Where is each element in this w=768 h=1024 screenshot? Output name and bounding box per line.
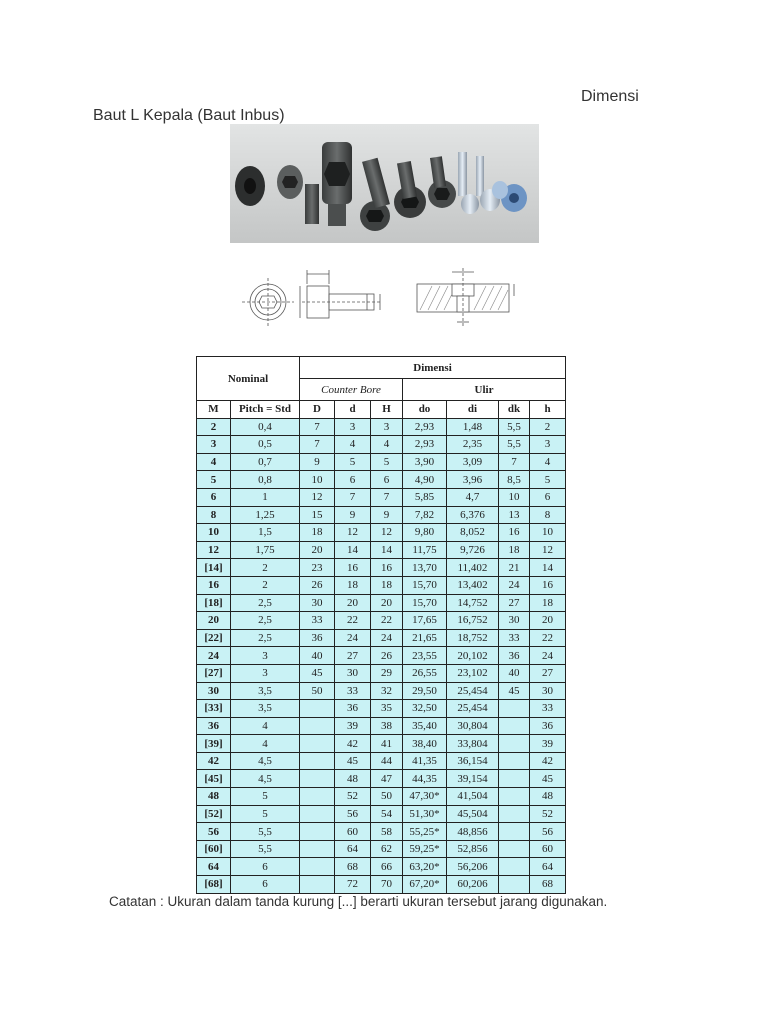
table-cell: 64 <box>335 840 371 858</box>
table-cell <box>499 770 530 788</box>
table-cell: [27] <box>197 664 231 682</box>
column-header: M <box>197 401 231 419</box>
column-header: do <box>403 401 447 419</box>
table-cell: 9 <box>300 453 335 471</box>
table-cell: 30,804 <box>447 717 499 735</box>
column-header: D <box>300 401 335 419</box>
table-cell: 20 <box>371 594 403 612</box>
table-cell: 3 <box>335 418 371 436</box>
table-cell: 20 <box>530 612 566 630</box>
table-cell: 40 <box>300 647 335 665</box>
table-cell: 4 <box>530 453 566 471</box>
table-cell: [39] <box>197 735 231 753</box>
table-cell: 23,55 <box>403 647 447 665</box>
table-row <box>197 876 566 894</box>
table-cell <box>300 717 335 735</box>
table-cell: 41,35 <box>403 752 447 770</box>
table-cell: 20,102 <box>447 647 499 665</box>
table-row <box>197 576 566 594</box>
table-cell: 40 <box>499 664 530 682</box>
table-cell <box>499 752 530 770</box>
table-cell: 39 <box>530 735 566 753</box>
table-cell: 18 <box>335 576 371 594</box>
table-cell: 14 <box>530 559 566 577</box>
table-cell: 2,5 <box>231 612 300 630</box>
table-cell: 26 <box>371 647 403 665</box>
table-cell: 24 <box>499 576 530 594</box>
table-cell: 6 <box>231 858 300 876</box>
table-cell: 14 <box>335 541 371 559</box>
table-cell: 2,5 <box>231 629 300 647</box>
table-cell: 7 <box>300 418 335 436</box>
table-cell: 5 <box>231 805 300 823</box>
table-cell: 48 <box>530 788 566 806</box>
table-cell: 8 <box>530 506 566 524</box>
table-cell <box>300 823 335 841</box>
table-cell: 4,5 <box>231 752 300 770</box>
table-cell: 63,20* <box>403 858 447 876</box>
column-header: Pitch = Std <box>231 401 300 419</box>
table-cell: 56 <box>335 805 371 823</box>
table-cell: 38,40 <box>403 735 447 753</box>
table-cell: 41 <box>371 735 403 753</box>
table-cell: 18 <box>499 541 530 559</box>
table-cell: 5,5 <box>499 436 530 454</box>
table-cell: 25,454 <box>447 700 499 718</box>
table-cell: 64 <box>197 858 231 876</box>
table-cell: 5,85 <box>403 488 447 506</box>
table-row <box>197 559 566 577</box>
table-cell: 12 <box>197 541 231 559</box>
table-cell: 52 <box>530 805 566 823</box>
table-cell: 22 <box>530 629 566 647</box>
table-cell: 68 <box>530 876 566 894</box>
column-header-row <box>197 401 566 419</box>
table-cell: 48 <box>197 788 231 806</box>
table-cell: 47 <box>371 770 403 788</box>
table-cell: 2,93 <box>403 436 447 454</box>
table-cell <box>499 840 530 858</box>
table-cell: 5,5 <box>499 418 530 436</box>
table-cell: 24 <box>335 629 371 647</box>
table-cell: 44,35 <box>403 770 447 788</box>
table-cell: 52,856 <box>447 840 499 858</box>
table-cell: 44 <box>371 752 403 770</box>
table-cell <box>300 788 335 806</box>
table-cell: [18] <box>197 594 231 612</box>
table-cell: 2,93 <box>403 418 447 436</box>
table-row <box>197 524 566 542</box>
table-cell: 30 <box>300 594 335 612</box>
dimension-table <box>196 356 566 894</box>
table-cell: 18,752 <box>447 629 499 647</box>
table-cell <box>499 735 530 753</box>
table-cell: [33] <box>197 700 231 718</box>
table-cell: 7,82 <box>403 506 447 524</box>
table-cell: 2 <box>197 418 231 436</box>
table-row <box>197 858 566 876</box>
table-cell: 67,20* <box>403 876 447 894</box>
column-header: di <box>447 401 499 419</box>
table-cell: 6 <box>231 876 300 894</box>
table-cell: 5 <box>197 471 231 489</box>
table-cell: 10 <box>499 488 530 506</box>
table-cell: 66 <box>371 858 403 876</box>
table-cell: 4 <box>335 436 371 454</box>
table-row <box>197 418 566 436</box>
table-cell: 3 <box>197 436 231 454</box>
table-cell: 9,726 <box>447 541 499 559</box>
table-cell: 33 <box>530 700 566 718</box>
table-cell <box>300 700 335 718</box>
table-cell: 2,5 <box>231 594 300 612</box>
table-cell: 4 <box>371 436 403 454</box>
table-cell: 14,752 <box>447 594 499 612</box>
table-cell: 0,7 <box>231 453 300 471</box>
table-cell: 9,80 <box>403 524 447 542</box>
table-cell: 42 <box>335 735 371 753</box>
table-cell: 25,454 <box>447 682 499 700</box>
table-cell: 7 <box>371 488 403 506</box>
table-cell: 56 <box>530 823 566 841</box>
table-cell: 50 <box>300 682 335 700</box>
table-cell: 13 <box>499 506 530 524</box>
table-cell <box>499 876 530 894</box>
table-cell: 41,504 <box>447 788 499 806</box>
table-cell: 11,402 <box>447 559 499 577</box>
table-row <box>197 840 566 858</box>
table-cell: 21 <box>499 559 530 577</box>
table-cell <box>499 823 530 841</box>
table-row <box>197 770 566 788</box>
table-cell: 16 <box>197 576 231 594</box>
page-title: Baut L Kepala (Baut Inbus) <box>93 107 285 124</box>
table-cell <box>300 735 335 753</box>
table-cell: 30 <box>197 682 231 700</box>
table-cell: 33 <box>300 612 335 630</box>
table-cell: 3,96 <box>447 471 499 489</box>
table-cell: 7 <box>335 488 371 506</box>
table-cell: [14] <box>197 559 231 577</box>
table-cell: 9 <box>335 506 371 524</box>
table-cell: 22 <box>371 612 403 630</box>
table-cell: 12 <box>335 524 371 542</box>
table-cell: 60 <box>335 823 371 841</box>
table-row <box>197 506 566 524</box>
table-cell: 42 <box>530 752 566 770</box>
table-cell: 39,154 <box>447 770 499 788</box>
table-cell: 2,35 <box>447 436 499 454</box>
table-cell: 12 <box>530 541 566 559</box>
table-cell <box>499 717 530 735</box>
table-cell: 12 <box>371 524 403 542</box>
table-cell: 36 <box>197 717 231 735</box>
table-cell: 36 <box>499 647 530 665</box>
table-cell: 16,752 <box>447 612 499 630</box>
table-cell: 11,75 <box>403 541 447 559</box>
table-cell: 24 <box>530 647 566 665</box>
table-cell: 26,55 <box>403 664 447 682</box>
table-cell: 5 <box>530 471 566 489</box>
table-cell: 29,50 <box>403 682 447 700</box>
bolt-technical-drawing <box>232 262 522 328</box>
table-cell: 3 <box>530 436 566 454</box>
table-cell: 8 <box>197 506 231 524</box>
table-cell: 22 <box>335 612 371 630</box>
table-cell: 47,30* <box>403 788 447 806</box>
table-cell: 20 <box>335 594 371 612</box>
footnote: Catatan : Ukuran dalam tanda kurung [...] berarti ukuran tersebut jarang digunakan. <box>109 894 608 909</box>
table-cell <box>499 700 530 718</box>
table-cell: 5,5 <box>231 840 300 858</box>
table-cell: 24 <box>371 629 403 647</box>
table-cell: 60 <box>530 840 566 858</box>
table-row <box>197 471 566 489</box>
table-cell: 1,25 <box>231 506 300 524</box>
table-cell: 35 <box>371 700 403 718</box>
table-cell: 4 <box>197 453 231 471</box>
table-row <box>197 682 566 700</box>
table-cell: 10 <box>197 524 231 542</box>
table-cell: 0,4 <box>231 418 300 436</box>
table-cell: 5,5 <box>231 823 300 841</box>
table-cell: 14 <box>371 541 403 559</box>
table-cell: 27 <box>335 647 371 665</box>
table-cell: 45 <box>530 770 566 788</box>
table-cell: 15 <box>300 506 335 524</box>
table-cell: 1,75 <box>231 541 300 559</box>
table-cell: 36,154 <box>447 752 499 770</box>
table-cell: 42 <box>197 752 231 770</box>
table-cell <box>499 858 530 876</box>
table-cell: 2 <box>231 559 300 577</box>
table-cell: 10 <box>530 524 566 542</box>
table-cell: 48,856 <box>447 823 499 841</box>
table-cell: 51,30* <box>403 805 447 823</box>
header-counter-bore: Counter Bore <box>300 379 403 401</box>
table-cell: 33 <box>335 682 371 700</box>
table-cell: 24 <box>197 647 231 665</box>
table-cell: 59,25* <box>403 840 447 858</box>
table-cell <box>499 805 530 823</box>
table-cell: 6 <box>530 488 566 506</box>
table-cell: 72 <box>335 876 371 894</box>
table-cell: 55,25* <box>403 823 447 841</box>
header-nominal: Nominal <box>197 357 300 401</box>
table-row <box>197 629 566 647</box>
table-cell: 62 <box>371 840 403 858</box>
table-cell: 7 <box>499 453 530 471</box>
table-row <box>197 752 566 770</box>
table-cell: [60] <box>197 840 231 858</box>
column-header: H <box>371 401 403 419</box>
header-ulir: Ulir <box>403 379 566 401</box>
table-cell: 15,70 <box>403 576 447 594</box>
heading-dimensi: Dimensi <box>581 88 639 105</box>
table-cell: 27 <box>530 664 566 682</box>
table-cell: 20 <box>300 541 335 559</box>
table-cell <box>300 876 335 894</box>
table-cell: 3,5 <box>231 682 300 700</box>
table-row <box>197 541 566 559</box>
column-header: dk <box>499 401 530 419</box>
table-cell: 50 <box>371 788 403 806</box>
table-cell <box>499 788 530 806</box>
table-cell: 8,052 <box>447 524 499 542</box>
table-cell: 4,7 <box>447 488 499 506</box>
table-cell: 4 <box>231 717 300 735</box>
table-cell: 56,206 <box>447 858 499 876</box>
table-cell: 36 <box>530 717 566 735</box>
table-cell: 45,504 <box>447 805 499 823</box>
table-cell: 26 <box>300 576 335 594</box>
table-cell: 45 <box>300 664 335 682</box>
table-cell: 64 <box>530 858 566 876</box>
column-header: d <box>335 401 371 419</box>
table-row <box>197 823 566 841</box>
table-cell: 13,70 <box>403 559 447 577</box>
table-row <box>197 647 566 665</box>
table-cell <box>300 770 335 788</box>
table-cell: 27 <box>499 594 530 612</box>
table-cell: 60,206 <box>447 876 499 894</box>
table-cell: 5 <box>231 788 300 806</box>
table-cell: 32 <box>371 682 403 700</box>
table-cell: 36 <box>335 700 371 718</box>
table-cell: 18 <box>371 576 403 594</box>
table-row <box>197 788 566 806</box>
table-row <box>197 488 566 506</box>
table-cell: [22] <box>197 629 231 647</box>
table-cell: 36 <box>300 629 335 647</box>
table-cell: 4,90 <box>403 471 447 489</box>
table-cell: 4,5 <box>231 770 300 788</box>
table-cell: 23,102 <box>447 664 499 682</box>
table-cell: 12 <box>300 488 335 506</box>
table-row <box>197 735 566 753</box>
table-cell: 45 <box>335 752 371 770</box>
header-dimensi: Dimensi <box>300 357 566 379</box>
table-cell: 68 <box>335 858 371 876</box>
table-cell: 18 <box>300 524 335 542</box>
table-cell: 3 <box>231 664 300 682</box>
table-row <box>197 436 566 454</box>
table-cell <box>300 805 335 823</box>
table-row <box>197 805 566 823</box>
table-cell: 21,65 <box>403 629 447 647</box>
table-cell: 3,90 <box>403 453 447 471</box>
table-cell: 30 <box>530 682 566 700</box>
table-cell <box>300 858 335 876</box>
table-cell: 6 <box>335 471 371 489</box>
table-cell: [68] <box>197 876 231 894</box>
table-cell: 4 <box>231 735 300 753</box>
table-cell: 6 <box>197 488 231 506</box>
table-cell: 3 <box>231 647 300 665</box>
table-cell: 58 <box>371 823 403 841</box>
table-cell: 48 <box>335 770 371 788</box>
table-row <box>197 664 566 682</box>
table-cell: 7 <box>300 436 335 454</box>
table-cell: 18 <box>530 594 566 612</box>
table-cell: 29 <box>371 664 403 682</box>
table-cell: 17,65 <box>403 612 447 630</box>
table-cell: 56 <box>197 823 231 841</box>
table-row <box>197 700 566 718</box>
table-cell: 15,70 <box>403 594 447 612</box>
table-cell: 6 <box>371 471 403 489</box>
table-cell: 3,09 <box>447 453 499 471</box>
table-cell: 20 <box>197 612 231 630</box>
table-cell: 2 <box>530 418 566 436</box>
table-body <box>197 418 566 893</box>
table-row <box>197 612 566 630</box>
table-cell: 70 <box>371 876 403 894</box>
table-cell: 1,48 <box>447 418 499 436</box>
table-cell: 16 <box>335 559 371 577</box>
table-cell: 35,40 <box>403 717 447 735</box>
table-row <box>197 594 566 612</box>
table-cell <box>300 840 335 858</box>
table-cell: 30 <box>499 612 530 630</box>
table-cell: 30 <box>335 664 371 682</box>
table-cell: 8,5 <box>499 471 530 489</box>
column-header: h <box>530 401 566 419</box>
table-cell: 38 <box>371 717 403 735</box>
table-cell: 16 <box>530 576 566 594</box>
table-cell: 33 <box>499 629 530 647</box>
table-cell: 3,5 <box>231 700 300 718</box>
bolts-photo <box>230 124 539 243</box>
table-cell: 16 <box>371 559 403 577</box>
table-cell: 3 <box>371 418 403 436</box>
table-cell <box>300 752 335 770</box>
table-cell: 54 <box>371 805 403 823</box>
table-row <box>197 453 566 471</box>
table-cell: 1 <box>231 488 300 506</box>
table-cell: 52 <box>335 788 371 806</box>
table-cell: 1,5 <box>231 524 300 542</box>
table-cell: 32,50 <box>403 700 447 718</box>
table-cell: 9 <box>371 506 403 524</box>
table-cell: 6,376 <box>447 506 499 524</box>
table-cell: [45] <box>197 770 231 788</box>
table-cell: 10 <box>300 471 335 489</box>
table-cell: 45 <box>499 682 530 700</box>
table-cell: 39 <box>335 717 371 735</box>
table-cell: 2 <box>231 576 300 594</box>
table-cell: 0,8 <box>231 471 300 489</box>
table-cell: [52] <box>197 805 231 823</box>
table-row <box>197 717 566 735</box>
table-cell: 13,402 <box>447 576 499 594</box>
table-cell: 33,804 <box>447 735 499 753</box>
table-cell: 23 <box>300 559 335 577</box>
table-cell: 5 <box>371 453 403 471</box>
table-cell: 16 <box>499 524 530 542</box>
table-cell: 0,5 <box>231 436 300 454</box>
table-cell: 5 <box>335 453 371 471</box>
